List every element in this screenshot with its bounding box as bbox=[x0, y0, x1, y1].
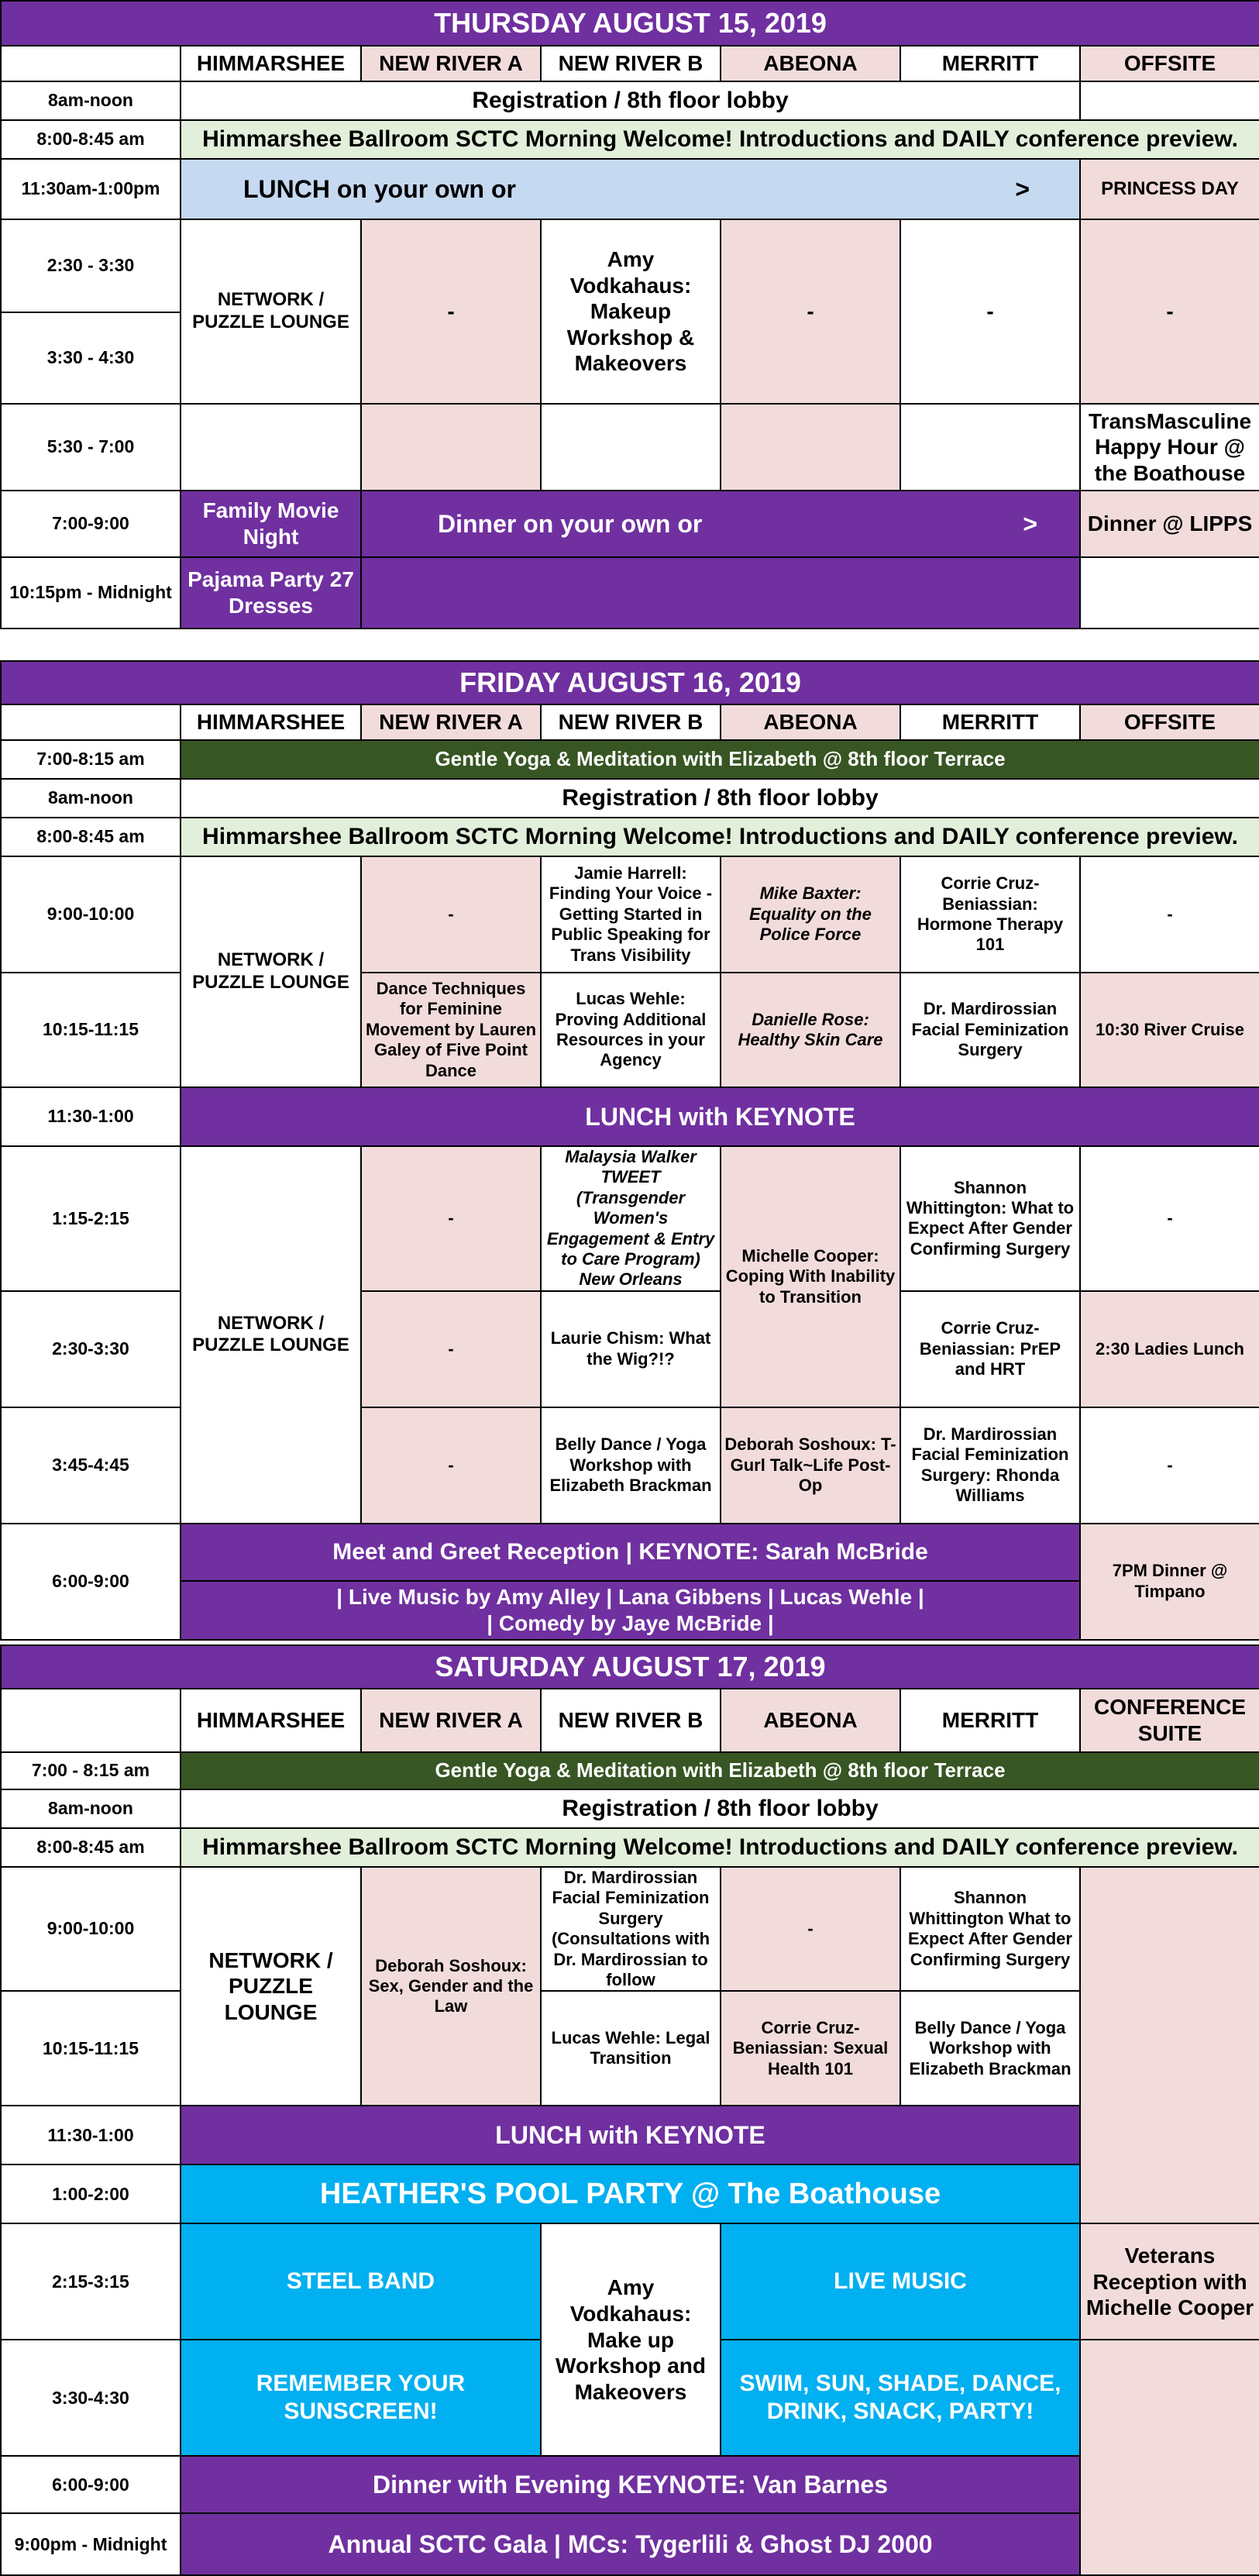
steel-band: STEEL BAND bbox=[181, 2223, 541, 2340]
time-slot: 8am-noon bbox=[1, 81, 181, 120]
session-lucas-wehle: Lucas Wehle: Proving Additional Resources in your Agency bbox=[541, 973, 721, 1087]
empty-cell bbox=[1080, 81, 1259, 120]
yoga-meditation: Gentle Yoga & Meditation with Elizabeth @ 8th floor Terrace bbox=[181, 1752, 1259, 1789]
time-slot: 3:45-4:45 bbox=[1, 1407, 181, 1524]
time-slot: 7:00-8:15 am bbox=[1, 740, 181, 779]
dinner-timpano: 7PM Dinner @ Timpano bbox=[1080, 1524, 1259, 1640]
col-himmarshee: HIMMARSHEE bbox=[181, 704, 361, 740]
session-lucas-wehle: Lucas Wehle: Legal Transition bbox=[541, 1991, 721, 2106]
time-slot: 2:15-3:15 bbox=[1, 2223, 181, 2340]
session-empty: - bbox=[1080, 856, 1259, 973]
col-merritt: MERRITT bbox=[900, 704, 1080, 740]
yoga-meditation: Gentle Yoga & Meditation with Elizabeth @ 8th floor Terrace bbox=[181, 740, 1259, 779]
corner-cell bbox=[1, 704, 181, 740]
session-corrie-sexual-health: Corrie Cruz-Beniassian: Sexual Health 101 bbox=[721, 1991, 900, 2106]
transmasculine-happy-hour: TransMasculine Happy Hour @ the Boathouse bbox=[1080, 404, 1259, 491]
arrow-icon: > bbox=[1015, 174, 1030, 203]
thursday-schedule bbox=[0, 0, 1259, 629]
time-slot: 3:30-4:30 bbox=[1, 2340, 181, 2456]
corner-cell bbox=[1, 1689, 181, 1752]
time-slot: 8am-noon bbox=[1, 779, 181, 818]
princess-day: PRINCESS DAY bbox=[1080, 159, 1259, 219]
lunch-text: LUNCH on your own or bbox=[243, 174, 516, 203]
sunscreen-reminder: REMEMBER YOUR SUNSCREEN! bbox=[181, 2340, 541, 2456]
session-empty: - bbox=[361, 1407, 541, 1524]
pajama-party: Pajama Party 27 Dresses bbox=[181, 557, 361, 629]
empty-cell bbox=[541, 404, 721, 491]
empty-cell bbox=[361, 404, 541, 491]
col-offsite: OFFSITE bbox=[1080, 704, 1259, 740]
col-new-river-b: NEW RIVER B bbox=[541, 46, 721, 81]
col-abeona: ABEONA bbox=[721, 704, 900, 740]
session-empty: - bbox=[361, 219, 541, 404]
col-new-river-a: NEW RIVER A bbox=[361, 1689, 541, 1752]
empty-cell bbox=[721, 404, 900, 491]
col-new-river-a: NEW RIVER A bbox=[361, 46, 541, 81]
meet-and-greet: Meet and Greet Reception | KEYNOTE: Sarah McBride bbox=[181, 1524, 1080, 1581]
col-abeona: ABEONA bbox=[721, 1689, 900, 1752]
session-mardirossian-rhonda: Dr. Mardirossian Facial Feminization Surgery: Rhonda Williams bbox=[900, 1407, 1080, 1524]
dinner-lipps: Dinner @ LIPPS bbox=[1080, 491, 1259, 557]
time-slot: 8am-noon bbox=[1, 1789, 181, 1828]
annual-gala: Annual SCTC Gala | MCs: Tygerlili & Ghost DJ 2000 bbox=[181, 2513, 1080, 2575]
friday-schedule bbox=[0, 660, 1259, 1641]
session-corrie-prep: Corrie Cruz-Beniassian: PrEP and HRT bbox=[900, 1291, 1080, 1407]
session-empty: - bbox=[900, 219, 1080, 404]
time-slot: 9:00-10:00 bbox=[1, 856, 181, 973]
corner-cell bbox=[1, 46, 181, 81]
veterans-reception: Veterans Reception with Michelle Cooper bbox=[1080, 2223, 1259, 2340]
day-title: SATURDAY AUGUST 17, 2019 bbox=[1, 1645, 1259, 1689]
morning-welcome: Himmarshee Ballroom SCTC Morning Welcome! Introductions and DAILY conference preview. bbox=[181, 120, 1259, 159]
session-belly-dance: Belly Dance / Yoga Workshop with Elizabeth Brackman bbox=[900, 1991, 1080, 2106]
col-merritt: MERRITT bbox=[900, 1689, 1080, 1752]
family-movie-night: Family Movie Night bbox=[181, 491, 361, 557]
day-title: FRIDAY AUGUST 16, 2019 bbox=[1, 661, 1259, 704]
comedy: | Comedy by Jaye McBride | bbox=[487, 1610, 774, 1635]
time-slot: 8:00-8:45 am bbox=[1, 818, 181, 856]
session-shannon-whittington: Shannon Whittington What to Expect After Gender Confirming Surgery bbox=[900, 1867, 1080, 1991]
session-empty: - bbox=[1080, 1407, 1259, 1524]
session-amy-vodkahaus: Amy Vodkahaus: Makeup Workshop & Makeovers bbox=[541, 219, 721, 404]
river-cruise: 10:30 River Cruise bbox=[1080, 973, 1259, 1087]
lunch-keynote: LUNCH with KEYNOTE bbox=[181, 2106, 1080, 2164]
time-slot: 2:30 - 3:30 bbox=[1, 219, 181, 312]
time-slot: 9:00pm - Midnight bbox=[1, 2513, 181, 2575]
time-slot: 10:15-11:15 bbox=[1, 1991, 181, 2106]
time-slot: 6:00-9:00 bbox=[1, 2456, 181, 2513]
col-merritt: MERRITT bbox=[900, 46, 1080, 81]
col-himmarshee: HIMMARSHEE bbox=[181, 46, 361, 81]
session-malaysia-walker: Malaysia Walker TWEET (Transgender Women's Engagement & Entry to Care Program) New Orleans bbox=[541, 1146, 721, 1291]
ladies-lunch: 2:30 Ladies Lunch bbox=[1080, 1291, 1259, 1407]
registration: Registration / 8th floor lobby bbox=[181, 779, 1259, 818]
session-amy-vodkahaus: Amy Vodkahaus: Make up Workshop and Makeovers bbox=[541, 2223, 721, 2456]
saturday-schedule bbox=[0, 1644, 1259, 2576]
session-deborah-soshoux: Deborah Soshoux: T-Gurl Talk~Life Post-Op bbox=[721, 1407, 900, 1524]
time-slot: 7:00 - 8:15 am bbox=[1, 1752, 181, 1789]
col-new-river-b: NEW RIVER B bbox=[541, 704, 721, 740]
time-slot: 1:15-2:15 bbox=[1, 1146, 181, 1291]
empty-cell bbox=[181, 404, 361, 491]
network-lounge: NETWORK / PUZZLE LOUNGE bbox=[181, 856, 361, 1087]
time-slot: 9:00-10:00 bbox=[1, 1867, 181, 1991]
registration: Registration / 8th floor lobby bbox=[181, 81, 1080, 120]
col-new-river-a: NEW RIVER A bbox=[361, 704, 541, 740]
session-empty: - bbox=[361, 1146, 541, 1291]
morning-welcome: Himmarshee Ballroom SCTC Morning Welcome! Introductions and DAILY conference preview. bbox=[181, 1828, 1259, 1867]
time-slot: 10:15-11:15 bbox=[1, 973, 181, 1087]
swim-party: SWIM, SUN, SHADE, DANCE, DRINK, SNACK, PARTY! bbox=[721, 2340, 1080, 2456]
col-offsite: OFFSITE bbox=[1080, 46, 1259, 81]
session-laurie-chism: Laurie Chism: What the Wig?!? bbox=[541, 1291, 721, 1407]
col-abeona: ABEONA bbox=[721, 46, 900, 81]
session-empty: - bbox=[1080, 219, 1259, 404]
conference-suite-block bbox=[1080, 2340, 1259, 2575]
pool-party: HEATHER'S POOL PARTY @ The Boathouse bbox=[181, 2164, 1080, 2223]
session-danielle-rose: Danielle Rose: Healthy Skin Care bbox=[721, 973, 900, 1087]
network-lounge: NETWORK / PUZZLE LOUNGE bbox=[181, 219, 361, 404]
live-music: LIVE MUSIC bbox=[721, 2223, 1080, 2340]
registration: Registration / 8th floor lobby bbox=[181, 1789, 1259, 1828]
time-slot: 3:30 - 4:30 bbox=[1, 312, 181, 404]
dinner-text: Dinner on your own or bbox=[438, 509, 703, 538]
time-slot: 11:30-1:00 bbox=[1, 2106, 181, 2164]
session-empty: - bbox=[361, 1291, 541, 1407]
time-slot: 11:30-1:00 bbox=[1, 1087, 181, 1146]
time-slot: 8:00-8:45 am bbox=[1, 1828, 181, 1867]
col-new-river-b: NEW RIVER B bbox=[541, 1689, 721, 1752]
session-jamie-harrell: Jamie Harrell: Finding Your Voice - Getting Started in Public Speaking for Trans Visibility bbox=[541, 856, 721, 973]
session-michelle-cooper: Michelle Cooper: Coping With Inability to Transition bbox=[721, 1146, 900, 1407]
dinner-banner bbox=[361, 491, 1080, 557]
morning-welcome: Himmarshee Ballroom SCTC Morning Welcome! Introductions and DAILY conference preview. bbox=[181, 818, 1259, 856]
lunch-banner bbox=[181, 159, 1080, 219]
live-music: | Live Music by Amy Alley | Lana Gibbens | Lucas Wehle | bbox=[336, 1585, 924, 1610]
session-mike-baxter: Mike Baxter: Equality on the Police Force bbox=[721, 856, 900, 973]
session-empty: - bbox=[721, 1867, 900, 1991]
dinner-keynote: Dinner with Evening KEYNOTE: Van Barnes bbox=[181, 2456, 1080, 2513]
time-slot: 8:00-8:45 am bbox=[1, 120, 181, 159]
session-empty: - bbox=[361, 856, 541, 973]
session-dance-techniques: Dance Techniques for Feminine Movement by Lauren Galey of Five Point Dance bbox=[361, 973, 541, 1087]
session-mardirossian: Dr. Mardirossian Facial Feminization Surgery bbox=[900, 973, 1080, 1087]
col-conference-suite: CONFERENCE SUITE bbox=[1080, 1689, 1259, 1752]
network-lounge: NETWORK / PUZZLE LOUNGE bbox=[181, 1146, 361, 1524]
session-empty: - bbox=[1080, 1146, 1259, 1291]
network-lounge: NETWORK / PUZZLE LOUNGE bbox=[181, 1867, 361, 2106]
empty-cell bbox=[900, 404, 1080, 491]
time-slot: 6:00-9:00 bbox=[1, 1524, 181, 1640]
col-himmarshee: HIMMARSHEE bbox=[181, 1689, 361, 1752]
time-slot: 2:30-3:30 bbox=[1, 1291, 181, 1407]
day-title: THURSDAY AUGUST 15, 2019 bbox=[1, 1, 1259, 46]
time-slot: 10:15pm - Midnight bbox=[1, 557, 181, 629]
session-mardirossian: Dr. Mardirossian Facial Feminization Surgery (Consultations with Dr. Mardirossian to follow bbox=[541, 1867, 721, 1991]
empty-cell bbox=[1080, 557, 1259, 629]
session-corrie-hormone: Corrie Cruz-Beniassian: Hormone Therapy 101 bbox=[900, 856, 1080, 973]
conference-suite-block bbox=[1080, 1867, 1259, 2223]
time-slot: 1:00-2:00 bbox=[1, 2164, 181, 2223]
session-belly-dance: Belly Dance / Yoga Workshop with Elizabeth Brackman bbox=[541, 1407, 721, 1524]
purple-block bbox=[361, 557, 1080, 629]
session-empty: - bbox=[721, 219, 900, 404]
time-slot: 5:30 - 7:00 bbox=[1, 404, 181, 491]
live-music-comedy bbox=[181, 1581, 1080, 1640]
time-slot: 7:00-9:00 bbox=[1, 491, 181, 557]
session-deborah-soshoux: Deborah Soshoux: Sex, Gender and the Law bbox=[361, 1867, 541, 2106]
lunch-keynote: LUNCH with KEYNOTE bbox=[181, 1087, 1259, 1146]
session-shannon-whittington: Shannon Whittington: What to Expect After Gender Confirming Surgery bbox=[900, 1146, 1080, 1291]
arrow-icon: > bbox=[1023, 509, 1037, 538]
time-slot: 11:30am-1:00pm bbox=[1, 159, 181, 219]
